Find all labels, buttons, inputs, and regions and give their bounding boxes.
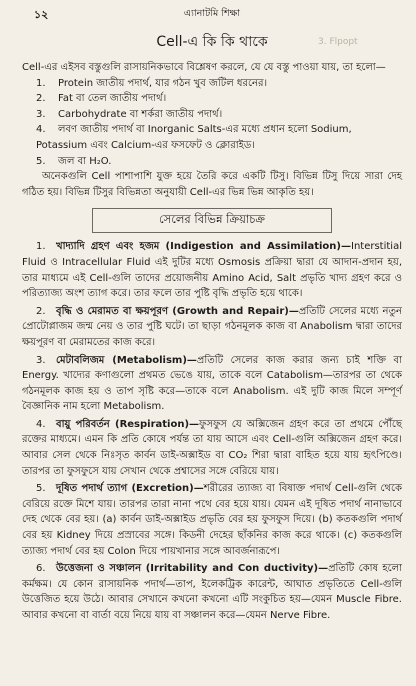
- activity-paragraph: [22, 304, 402, 351]
- list-number: 5.: [36, 155, 46, 167]
- page-number: ১২: [34, 8, 49, 21]
- list-item: [36, 91, 402, 107]
- activity-number: 2.: [36, 305, 46, 317]
- activity-text: প্রতিটি সেলের কাজ করার জন্য চাই শক্তি বা Energy. খাদ্যের কণাগুলো প্রথমত ভেঙে যায়, তাকে বলে Catabolism—তারপর তা থেকে গঠনমূলক কাজ হয় ও তাপ সৃষ্টি করে—তাকে বলে Anabolism. এই দুটি কাজ মিলে সম্পূর্ণ বৈজ্ঞানিক নাম হলো Metabolism.: [22, 354, 402, 413]
- list-item: [36, 122, 402, 153]
- list-item: [36, 154, 402, 170]
- intro-paragraph: Cell-এর এইসব বস্তুগুলি রাসায়নিকভাবে বিশ্লেষণ করলে, যে যে বস্তু পাওয়া যায়, তা হলো—: [22, 62, 386, 73]
- activity-paragraph: [22, 353, 402, 415]
- activity-number: 1.: [36, 241, 46, 253]
- activity-heading: খাদ্যাদি গ্রহণ এবং হজম (Indigestion and Assimilation)—: [56, 241, 351, 253]
- page-header: [22, 6, 402, 22]
- list-number: 3.: [36, 108, 46, 120]
- activity-heading: মেটাবলিজম (Metabolism)—: [56, 354, 197, 366]
- page-title: Cell-এ কি কি থাকে: [156, 34, 268, 50]
- list-number: 4.: [36, 124, 46, 136]
- list-number: 2.: [36, 93, 46, 105]
- activity-paragraph: [22, 481, 402, 559]
- activity-text: ফুসফুস যে অক্সিজেন গ্রহণ করে তা প্রথমে পৌঁছে রক্তের মাধ্যমে। এমন কি প্রতি কোষে পর্যন্ত তা যায় আসে এবং Cell-গুলি অক্সিজেন গ্রহণ করে। আবার সেল থেকে নিঃসৃত কার্বন ডাই-অক্সাইড বা CO₂ শিরা দ্বারা বাহিত হয়ে যায় হৃৎপিণ্ডে। তারপর তা ফুসফুসে যায় সেখান থেকে প্রশ্বাসের সঙ্গে বেরিয়ে যায়।: [22, 418, 402, 477]
- activity-number: 6.: [36, 563, 46, 575]
- activity-heading: দূষিত পদার্থ ত্যাগ (Excretion)—: [56, 483, 204, 495]
- activity-number: 5.: [36, 483, 46, 495]
- activity-paragraph: [22, 417, 402, 479]
- running-head: এ্যানাটমি শিক্ষা: [183, 8, 241, 19]
- tissue-paragraph: অনেকগুলি Cell পাশাপাশি যুক্ত হয়ে তৈরি করে একটি টিসু। বিভিন্ন টিসু দিয়ে সারা দেহ গঠিত হয়। বিভিন্ন টিসুর বিভিন্নতা অনুযায়ী Cell-এর ভিন্ন ভিন্ন আকৃতি হয়।: [22, 171, 402, 198]
- activity-heading: বায়ু পরিবর্তন (Respiration)—: [56, 418, 200, 430]
- activity-number: 3.: [36, 354, 46, 366]
- activity-paragraph: [22, 561, 402, 623]
- list-item: [36, 76, 402, 92]
- list-text: Carbohydrate বা শর্করা জাতীয় পদার্থ।: [58, 108, 223, 120]
- list-text: জল বা H₂O.: [58, 155, 112, 167]
- activity-paragraph: [22, 239, 402, 301]
- list-item: [36, 107, 402, 123]
- activity-text: Interstitial Fluid ও Intracellular Fluid এই দুটির মধ্যে Osmosis প্রক্রিয়া দ্বারা যে আদান-প্রদান হয়, তার মাধ্যমে এই Cell-গুলি তাদের প্রয়োজনীয় Amino Acid, Salt প্রভৃতি খাদ্য গ্রহণ করে ও পরিত্যাজ্য অংশ ত্যাগ করে। তার ফলে তার পুষ্টি বৃদ্ধি প্রভৃতি হয়ে থাকে।: [22, 241, 402, 300]
- list-text: Protein জাতীয় পদার্থ, যার গঠন খুব জটিল ধরনের।: [58, 77, 268, 89]
- activity-heading: উত্তেজনা ও সঞ্চালন (Irritability and Con ductivity)—: [56, 563, 329, 575]
- activity-number: 4.: [36, 418, 46, 430]
- list-text: লবণ জাতীয় পদার্থ বা Inorganic Salts-এর মধ্যে প্রধান হলো Sodium, Potassium এবং Calcium-এর ফসফেট ও ক্লোরাইড।: [36, 124, 352, 151]
- activity-text: শরীরের ত্যাজ্য বা বিষাক্ত পদার্থ Cell-গুলি থেকে বেরিয়ে রক্তে মিশে যায়। তারপর তারা নানা পথে বের হয়ে যায়। যেমন এই দূষিত পদার্থ নানাভাবে দেহ থেকে বের হয়। (a) কার্বন ডাই-অক্সাইড প্রভৃতি বের হয় ফুসফুস দিয়ে। (b) কতকগুলি পদার্থ বের হয় Kidney দিয়ে প্রস্রাবের সঙ্গে। কিডনী দেহের ছাঁকনির কাজ করে থাকে। (c) কতকগুলি ত্যাজ্য পদার্থ বের হয় Colon দিয়ে পায়খানার সঙ্গে আবর্জনারূপে।: [22, 483, 402, 557]
- section-title: সেলের বিভিন্ন ক্রিয়াচক্র: [92, 208, 332, 233]
- list-number: 1.: [36, 77, 46, 89]
- activity-text: প্রতিটি কোষ হলো কর্মক্ষম। যে কোন রাসায়নিক পদার্থ—তাপ, ইলেকট্রিক কারেন্ট, আঘাত প্রভৃতিতে Cell-গুলি উত্তেজিত হয়ে উঠে। আবার সেখানে কখনো কখনো এটি সংকুচিত হয়—যেমন Muscle Fibre. আবার কখনো বা বার্তা বয়ে নিয়ে যায় বা সঞ্চালন করে—যেমন Nerve Fibre.: [22, 563, 402, 621]
- bleed-through-text: 3. Flpopt: [318, 37, 358, 47]
- activity-heading: বৃদ্ধি ও মেরামত বা ক্ষয়পূরণ (Growth and Repair)—: [56, 305, 299, 317]
- activity-text: প্রতিটি সেলের মধ্যে নতুন প্রোটোপ্লাজম জন্ম নেয় ও তার পুষ্টি ঘটে। তা ছাড়া গঠনমূলক কাজ বা Anabolism দ্বারা তাদের ক্ষয়পূরণ বা মেরামতের কাজ করে।: [22, 305, 402, 348]
- list-text: Fat বা তেল জাতীয় পদার্থ।: [58, 93, 167, 105]
- components-list: [22, 76, 402, 170]
